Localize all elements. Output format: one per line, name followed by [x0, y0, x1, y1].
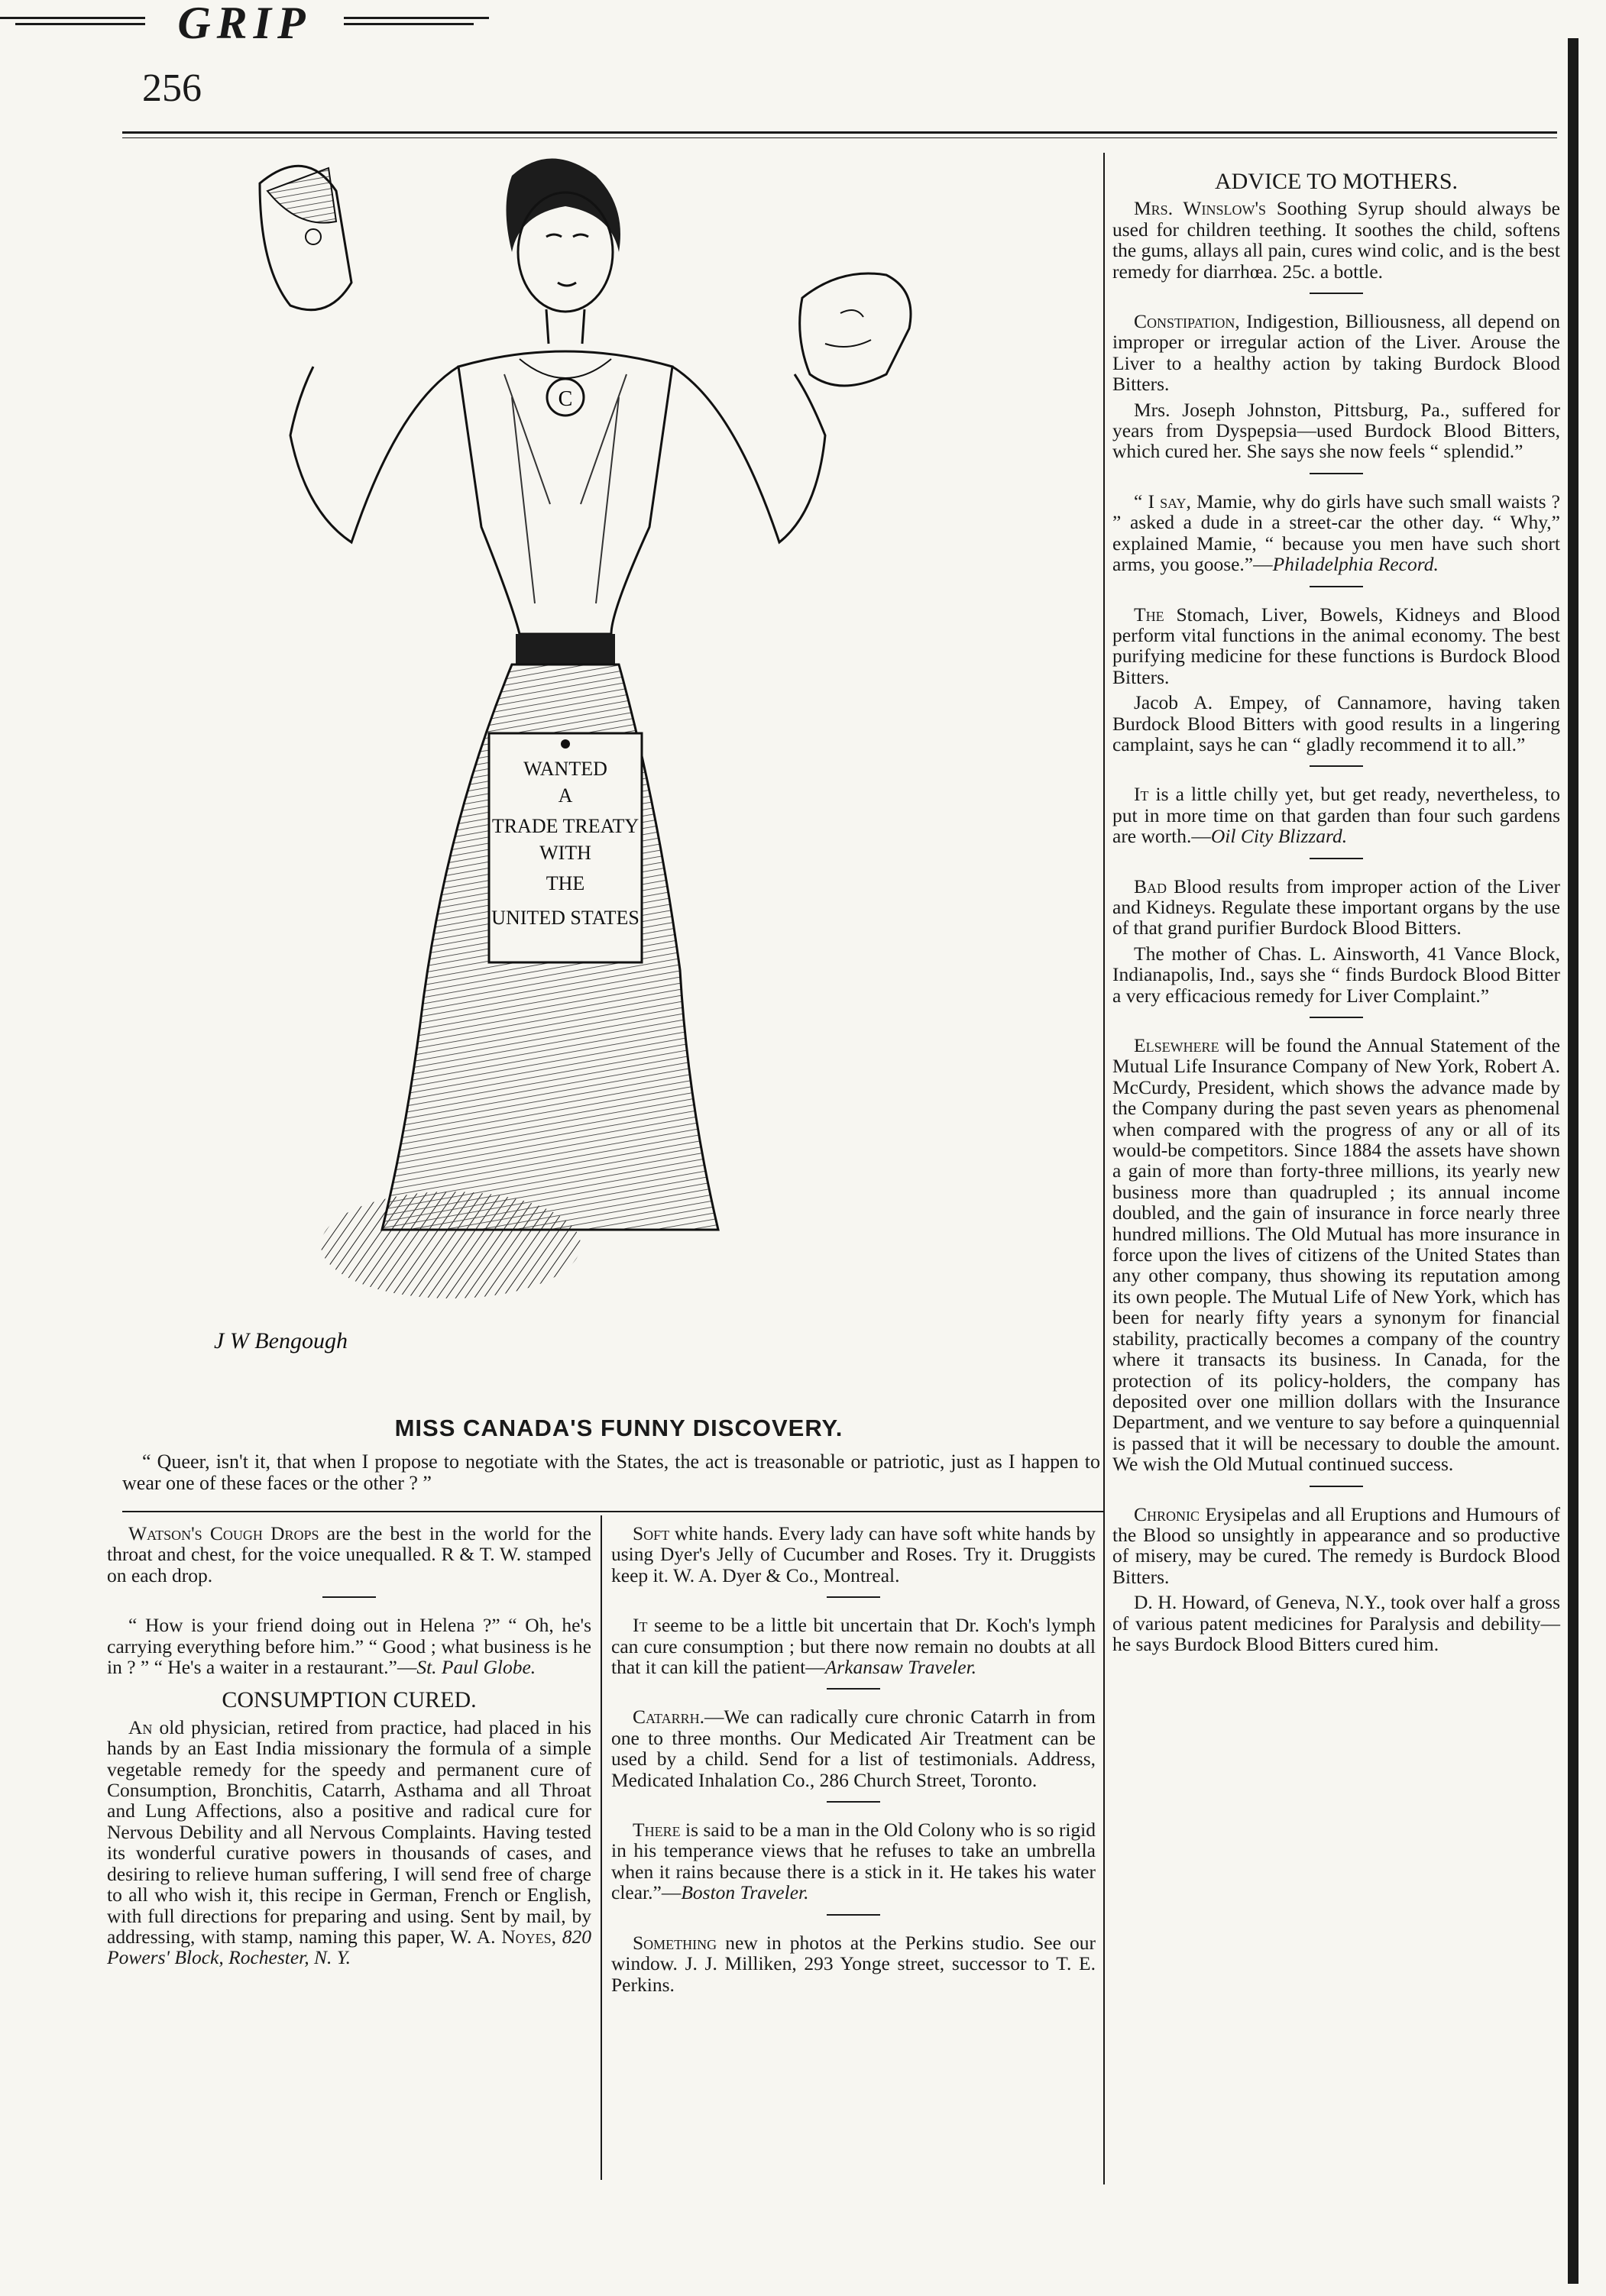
column-rule-right	[1103, 153, 1105, 2184]
miss-canada-drawing	[153, 145, 1070, 1382]
separator	[1310, 765, 1363, 767]
separator	[1310, 473, 1363, 474]
consumption-paragraph: An old physician, retired from practice, had placed in his hands by an East India missionary the formula of a simple vegetable remedy for the speedy and permanent cure of Consumption, Bronchitis, Catarrh, Asthama and all Throat and Lung Affections, also a positive and radical cure for Nervous Debility and all Nervous Complaints. Having tested its wonderful curative powers in thousands of cases, and desiring to relieve human suffering, I will send free of charge to all who wish it, this recipe in German, French or English, with full directions for preparing and using. Sent by mail, by addressing, with stamp, naming this paper, W. A. Noyes, 820 Powers' Block, Rochester, N. Y.	[107, 1716, 591, 1969]
soft-hands-paragraph: Soft white hands. Every lady can have soft white hands by using Dyer's Jelly of Cucumber and Roses. Try it. Druggists keep it. W. A. Dyer & Co., Montreal.	[611, 1522, 1096, 1586]
separator	[827, 1914, 880, 1916]
howard-paragraph: D. H. Howard, of Geneva, N.Y., took over half a gross of various patent medicines for Paralysis and debility—he says Burdock Blood Bitters cured him.	[1112, 1591, 1560, 1655]
left-column	[107, 1523, 591, 1973]
catarrh-paragraph: Catarrh.—We can radically cure chronic Catarrh in from one to three months. Our Medicated Air Treatment can be used by a child. Send for a list of testimonials. Address, Medicated Inhalation Co., 286 Church Street, Toronto.	[611, 1706, 1096, 1791]
sign-line-4: WITH	[539, 842, 591, 864]
masthead	[0, 0, 489, 46]
column-rule-bottom	[601, 1515, 602, 2180]
header-rule-thin	[122, 137, 1557, 138]
separator	[827, 1801, 880, 1803]
separator	[1310, 1486, 1363, 1487]
page-number: 256	[142, 66, 202, 110]
mamie-paragraph: “ I say, Mamie, why do girls have such small waists ? ” asked a dude in a street-car the other day. “ Why,” explained Mamie, “ because you men have such short arms, you goose.”—Philadelphia Record.	[1112, 490, 1560, 576]
advice-heading: ADVICE TO MOTHERS.	[1214, 169, 1459, 194]
middle-column	[611, 1523, 1096, 2000]
hair	[507, 159, 621, 253]
koch-paragraph: It seeme to be a little bit uncertain that Dr. Koch's lymph can cure consumption ; but there now remain no doubts at all that it can kill the patient—Arkansaw Traveler.	[611, 1614, 1096, 1679]
ainsworth-paragraph: The mother of Chas. L. Ainsworth, 41 Vance Block, Indianapolis, Ind., says she “ finds Burdock Blood Bitter a very efficacious remedy for Liver Complaint.”	[1112, 942, 1560, 1007]
face	[518, 192, 613, 312]
advice-paragraph: Mrs. Winslow's Soothing Syrup should always be used for children teething. It soothes the child, softens the gums, allays all pain, cures wind colic, and is the best remedy for diarrhœa. 25c. a bottle.	[1112, 197, 1560, 283]
cartoon-caption-title: MISS CANADA'S FUNNY DISCOVERY.	[394, 1415, 843, 1441]
separator	[827, 1688, 880, 1690]
separator	[1310, 858, 1363, 859]
cartoon-illustration	[153, 145, 1070, 1382]
sign-line-2: A	[558, 784, 573, 807]
right-mask	[800, 273, 911, 386]
sign-line-6: UNITED STATES	[491, 907, 639, 929]
separator	[1310, 1017, 1363, 1018]
separator	[1310, 586, 1363, 587]
perkins-paragraph: Something new in photos at the Perkins studio. See our window. J. J. Milliken, 293 Yonge street, successor to T. E. Perkins.	[611, 1931, 1096, 1996]
constipation-paragraph: Constipation, Indigestion, Billiousness, all depend on improper or irregular action of the Liver. Arouse the Liver to a healthy action by taking Burdock Blood Bitters.	[1112, 310, 1560, 396]
sign-line-1: WANTED	[523, 758, 607, 780]
helena-paragraph: “ How is your friend doing out in Helena ?” “ Oh, he's carrying everything before him.” “ Good ; what business is he in ? ” “ He's a waiter in a restaurant.”—St. Paul Globe.	[107, 1614, 591, 1679]
chronic-paragraph: Chronic Erysipelas and all Eruptions and Humours of the Blood so unsightly in appearance and so productive of misery, may be cured. The remedy is Burdock Blood Bitters.	[1112, 1502, 1560, 1588]
sign-line-5: THE	[546, 872, 585, 894]
elsewhere-paragraph: Elsewhere will be found the Annual Statement of the Mutual Life Insurance Company of New York, Robert A. McCurdy, President, which shows the advance made by the Company during the past seven years as phenomenal when compared with the progress of any or all of its would-be competitors. Since 1884 the assets have shown a gain of more than forty-three millions, its yearly new business more than quadrupled ; its annual income doubled, and the gain of insurance in force nearly three hundred millions. The Old Mutual has more insurance in force upon the lives of citizens of the United States than any other company, thus showing its reputation among its own people. The Mutual Life of New York, which has been for nearly fifty years a synonym for financial stability, practically becomes a company of the country where it transacts its business. In Canada, for the protection of its policy-holders, the company has deposited over one million dollars with the Insurance Department, and we venture to say before a quinquennial is passed that it will be necessary to double the amount. We wish the Old Mutual continued success.	[1112, 1034, 1560, 1476]
right-column	[1112, 171, 1560, 1659]
page-edge-bar	[1568, 38, 1578, 2284]
masthead-title: GRIP	[177, 0, 312, 48]
separator	[322, 1596, 376, 1598]
watson-paragraph: Watson's Cough Drops are the best in the world for the throat and chest, for the voice unequalled. R & T. W. stamped on each drop.	[107, 1522, 591, 1586]
right-arm	[672, 367, 825, 542]
left-arm	[290, 367, 458, 542]
chilly-paragraph: It is a little chilly yet, but get ready, nevertheless, to put in more time on that garden than four such gardens are worth.—Oil City Blizzard.	[1112, 783, 1560, 848]
artist-signature: J W Bengough	[214, 1328, 348, 1353]
separator	[827, 1596, 880, 1598]
sign-line-3: TRADE TREATY	[491, 815, 639, 837]
separator	[1310, 293, 1363, 294]
stomach-paragraph: The Stomach, Liver, Bowels, Kidneys and Blood perform vital functions in the animal economy. The best purifying medicine for these functions is Burdock Blood Bitters.	[1112, 603, 1560, 688]
umbrella-paragraph: There is said to be a man in the Old Colony who is so rigid in his temperance views that he refuses to take an umbrella when it rains because there is a stick in it. He takes his water clear.”—Boston Traveler.	[611, 1819, 1096, 1904]
masthead-ornament-left	[0, 17, 145, 19]
masthead-ornament-right-2	[344, 23, 474, 25]
masthead-ornament-right	[344, 17, 489, 19]
pendant-letter: C	[558, 387, 573, 411]
empey-paragraph: Jacob A. Empey, of Cannamore, having taken Burdock Blood Bitters with good results in a lingering camplaint, says he can “ gladly recommend it to all.”	[1112, 691, 1560, 755]
cartoon-caption-text: “ Queer, isn't it, that when I propose to negotiate with the States, the act is treasonable or patriotic, just as I happen to wear one of these faces or the other ? ”	[122, 1450, 1100, 1494]
masthead-ornament-left-2	[15, 23, 145, 25]
bad-blood-paragraph: Bad Blood results from improper action of the Liver and Kidneys. Regulate these important organs by the use of that grand purifier Burdock Blood Bitters.	[1112, 875, 1560, 939]
belt	[516, 634, 615, 665]
header-rule	[122, 131, 1557, 134]
johnston-paragraph: Mrs. Joseph Johnston, Pittsburg, Pa., suffered for years from Dyspepsia—used Burdock Blood Bitters, which cured her. She says she now feels “ splendid.”	[1112, 398, 1560, 463]
consumption-heading: CONSUMPTION CURED.	[222, 1687, 477, 1713]
caption-bottom-rule	[122, 1511, 1103, 1512]
